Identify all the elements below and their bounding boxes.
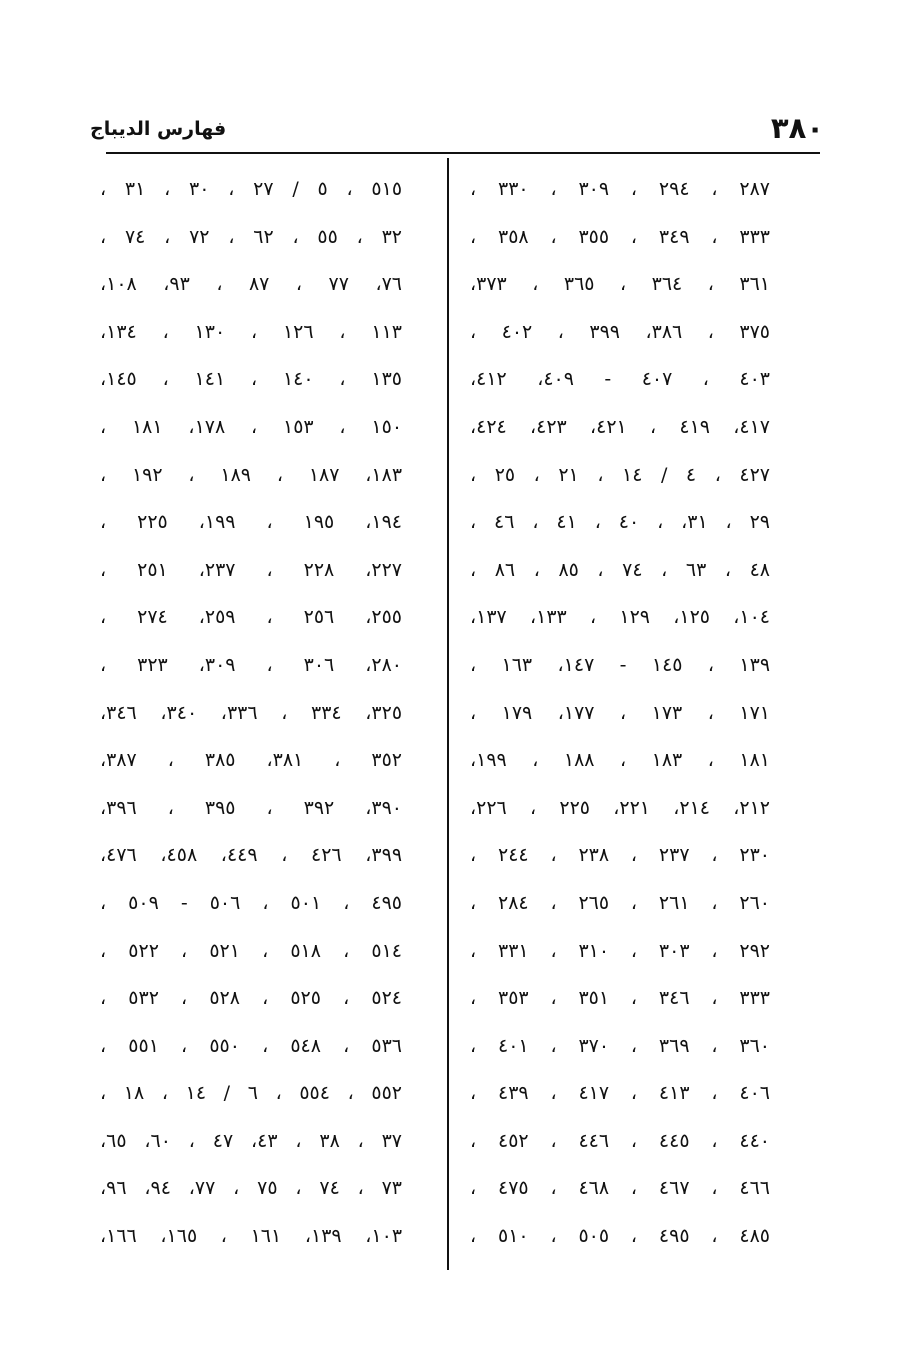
index-line: ١٨١ ، ١٨٣ ، ١٨٨ ، ١٩٩، xyxy=(470,749,771,772)
index-line: ٤٨ ، ٦٣ ، ٧٤ ، ٨٥ ، ٨٦ ، xyxy=(470,558,771,581)
index-line: ٧٣ ، ٧٤ ، ٧٥ ، ٧٧، ٩٤، ٩٦، xyxy=(100,1177,402,1200)
index-line: ٤٠٣ ، ٤٠٧ - ٤٠٩، ٤١٢، xyxy=(470,368,770,391)
index-line: ٢٦٠ ، ٢٦١ ، ٢٦٥ ، ٢٨٤ ، xyxy=(470,891,771,914)
index-line: ٥٢٤ ، ٥٢٥ ، ٥٢٨ ، ٥٣٢ ، xyxy=(100,987,402,1010)
index-line: ١١٣ ، ١٢٦ ، ١٣٠ ، ١٣٤، xyxy=(100,320,402,343)
index-line: ٢٨٠، ٣٠٦ ، ٣٠٩، ٣٢٣ ، xyxy=(100,653,402,676)
running-title: فهارس الديباج xyxy=(90,118,227,140)
index-line: ٢٩ ، ٣١، ، ٤٠ ، ٤١ ، ٤٦ ، xyxy=(470,511,771,534)
index-line: ١٣٩ ، ١٤٥ - ١٤٧، ١٦٣ ، xyxy=(470,653,771,676)
right-column xyxy=(470,166,770,1261)
index-line: ١٠٤، ١٢٥، ١٢٩ ، ١٣٣، ١٣٧، xyxy=(470,606,771,629)
index-line: ٣٩٩، ٤٢٦ ، ٤٤٩، ٤٥٨، ٤٧٦، xyxy=(100,844,403,867)
index-line: ٢٥٥، ٢٥٦ ، ٢٥٩، ٢٧٤ ، xyxy=(100,606,402,629)
index-line: ٣٦١ ، ٣٦٤ ، ٣٦٥ ، ٣٧٣، xyxy=(470,273,771,296)
index-line: ٢٣٠ ، ٢٣٧ ، ٢٣٨ ، ٢٤٤ ، xyxy=(470,844,771,867)
index-line: ٢٢٧، ٢٢٨ ، ٢٣٧، ٢٥١ ، xyxy=(100,558,402,581)
left-column xyxy=(100,166,402,1261)
index-line: ٤٢٧ ، ٤ / ١٤ ، ٢١ ، ٢٥ ، xyxy=(470,463,770,486)
index-line: ٢٩٢ ، ٣٠٣ ، ٣١٠ ، ٣٣١ ، xyxy=(470,939,771,962)
index-line: ٧٦، ٧٧ ، ٨٧ ، ٩٣، ١٠٨، xyxy=(100,273,403,296)
index-line: ٥٣٦ ، ٥٤٨ ، ٥٥٠ ، ٥٥١ ، xyxy=(100,1034,402,1057)
index-line: ٥١٥ ، ٥ / ٢٧ ، ٣٠ ، ٣١ ، xyxy=(100,178,403,200)
index-line: ٢٨٧ ، ٢٩٤ ، ٣٠٩ ، ٣٣٠ ، xyxy=(470,178,771,200)
index-line: ٤٤٠ ، ٤٤٥ ، ٤٤٦ ، ٤٥٢ ، xyxy=(470,1129,771,1152)
index-line: ٤١٧، ٤١٩ ، ٤٢١، ٤٢٣، ٤٢٤، xyxy=(470,415,771,438)
index-line: ١٣٥ ، ١٤٠ ، ١٤١ ، ١٤٥، xyxy=(100,368,402,391)
index-line: ٣٦٠ ، ٣٦٩ ، ٣٧٠ ، ٤٠١ ، xyxy=(470,1034,771,1057)
index-line: ٤٠٦ ، ٤١٣ ، ٤١٧ ، ٤٣٩ ، xyxy=(470,1082,771,1105)
index-line: ١٩٤، ١٩٥ ، ١٩٩، ٢٢٥ ، xyxy=(100,511,402,534)
index-line: ٣٢٥، ٣٣٤ ، ٣٣٦، ٣٤٠، ٣٤٦، xyxy=(100,701,403,724)
header-rule xyxy=(106,152,820,154)
page-number: ٣٨٠ xyxy=(770,111,824,145)
index-line: ١٠٣، ١٣٩، ١٦١ ، ١٦٥، ١٦٦، xyxy=(100,1225,403,1248)
index-line: ١٧١ ، ١٧٣ ، ١٧٧، ١٧٩ ، xyxy=(470,701,770,724)
index-line: ١٥٠ ، ١٥٣ ، ١٧٨، ١٨١ ، xyxy=(100,415,403,438)
index-line: ٣٧٥ ، ٣٨٦، ٣٩٩ ، ٤٠٢ ، xyxy=(470,320,770,343)
index-line: ٣٣٣ ، ٣٤٩ ، ٣٥٥ ، ٣٥٨ ، xyxy=(470,225,771,248)
index-line: ٣٥٢ ، ٣٨١، ٣٨٥ ، ٣٨٧، xyxy=(100,749,403,772)
index-line: ٣٩٠، ٣٩٢ ، ٣٩٥ ، ٣٩٦، xyxy=(100,796,403,819)
index-line: ٢١٢، ٢١٤، ٢٢١، ٢٢٥ ، ٢٢٦، xyxy=(470,796,771,819)
index-line: ٥٥٢ ، ٥٥٤ ، ٦ / ١٤ ، ١٨ ، xyxy=(100,1082,402,1105)
index-line: ٥١٤ ، ٥١٨ ، ٥٢١ ، ٥٢٢ ، xyxy=(100,939,402,962)
index-line: ٣٢ ، ٥٥ ، ٦٢ ، ٧٢ ، ٧٤ ، xyxy=(100,225,402,248)
index-line: ٤٦٦ ، ٤٦٧ ، ٤٦٨ ، ٤٧٥ ، xyxy=(470,1177,771,1200)
index-line: ١٨٣، ١٨٧ ، ١٨٩ ، ١٩٢ ، xyxy=(100,463,403,486)
index-line: ٣٧ ، ٣٨ ، ٤٣، ٤٧ ، ٦٠، ٦٥، xyxy=(100,1129,402,1152)
index-line: ٤٨٥ ، ٤٩٥ ، ٥٠٥ ، ٥١٠ ، xyxy=(470,1225,771,1248)
index-line: ٣٣٣ ، ٣٤٦ ، ٣٥١ ، ٣٥٣ ، xyxy=(470,987,771,1010)
index-line: ٤٩٥ ، ٥٠١ ، ٥٠٦ - ٥٠٩ ، xyxy=(100,891,402,914)
column-divider xyxy=(447,158,449,1270)
